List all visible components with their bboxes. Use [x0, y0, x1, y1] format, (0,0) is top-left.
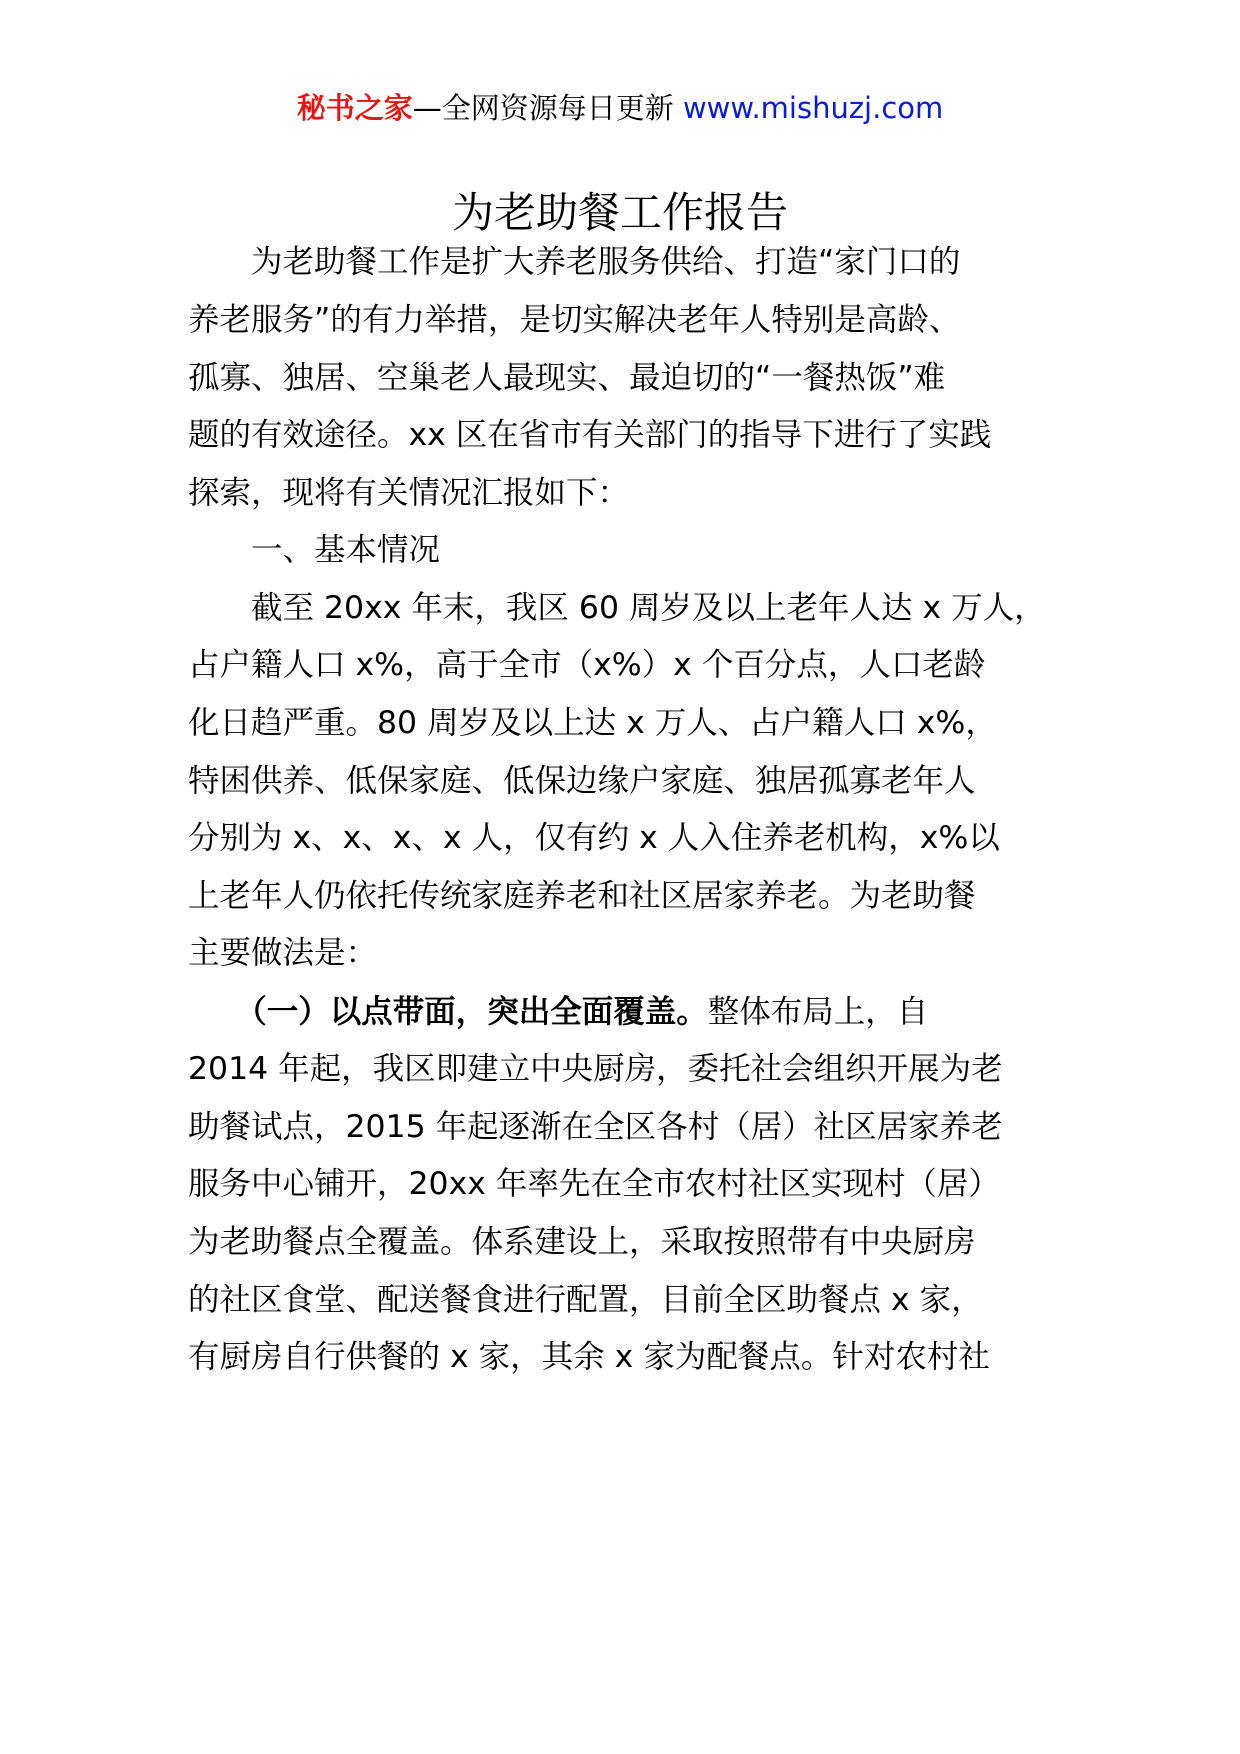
- paragraph-line: 服务中心铺开，20xx 年率先在全市农村社区实现村（居）: [188, 1166, 1000, 1202]
- subsection-text: 整体布局上，自: [707, 994, 929, 1030]
- paragraph-line: 的社区食堂、配送餐食进行配置，目前全区助餐点 x 家，: [188, 1282, 983, 1318]
- paragraph-line: 孤寡、独居、空巢老人最现实、最迫切的“一餐热饭”难: [188, 360, 946, 396]
- paragraph-line: 助餐试点，2015 年起逐渐在全区各村（居）社区居家养老: [188, 1109, 1003, 1145]
- paragraph-line: 题的有效途径。xx 区在省市有关部门的指导下进行了实践: [188, 417, 992, 453]
- paragraph-line: 2014 年起，我区即建立中央厨房，委托社会组织开展为老: [188, 1051, 1003, 1087]
- site-header: [0, 88, 1240, 128]
- section-heading: 一、基本情况: [188, 532, 441, 568]
- paragraph-line: 分别为 x、x、x、x 人，仅有约 x 人入住养老机构，x%以: [188, 820, 1000, 856]
- paragraph-line: 为老助餐点全覆盖。体系建设上，采取按照带有中央厨房: [188, 1224, 976, 1260]
- paragraph-line: 主要做法是：: [188, 935, 378, 971]
- paragraph-line: 特困供养、低保家庭、低保边缘户家庭、独居孤寡老年人: [188, 763, 976, 799]
- paragraph-line: 养老服务”的有力举措，是切实解决老年人特别是高龄、: [188, 302, 961, 338]
- paragraph-line: 探索，现将有关情况汇报如下：: [188, 475, 630, 511]
- paragraph-line: 截至 20xx 年末，我区 60 周岁及以上老年人达 x 万人，: [188, 590, 1046, 626]
- paragraph-line: 有厨房自行供餐的 x 家，其余 x 家为配餐点。针对农村社: [188, 1339, 990, 1375]
- paragraph-line: 上老年人仍依托传统家庭养老和社区居家养老。为老助餐: [188, 878, 976, 914]
- paragraph-line: 化日趋严重。80 周岁及以上达 x 万人、占户籍人口 x%，: [188, 705, 997, 741]
- document-title: 为老助餐工作报告: [451, 188, 788, 237]
- site-tagline: —全网资源每日更新: [412, 91, 683, 125]
- site-brand: 秘书之家: [296, 91, 413, 125]
- subsection-heading: （一）以点带面，突出全面覆盖。: [188, 994, 708, 1030]
- paragraph-line: 占户籍人口 x%，高于全市（x%）x 个百分点，人口老龄: [188, 647, 986, 683]
- subsection-first-line: [188, 990, 928, 1034]
- paragraph-line: 为老助餐工作是扩大养老服务供给、打造“家门口的: [188, 244, 961, 280]
- site-url-link[interactable]: www.mishuzj.com: [682, 91, 944, 125]
